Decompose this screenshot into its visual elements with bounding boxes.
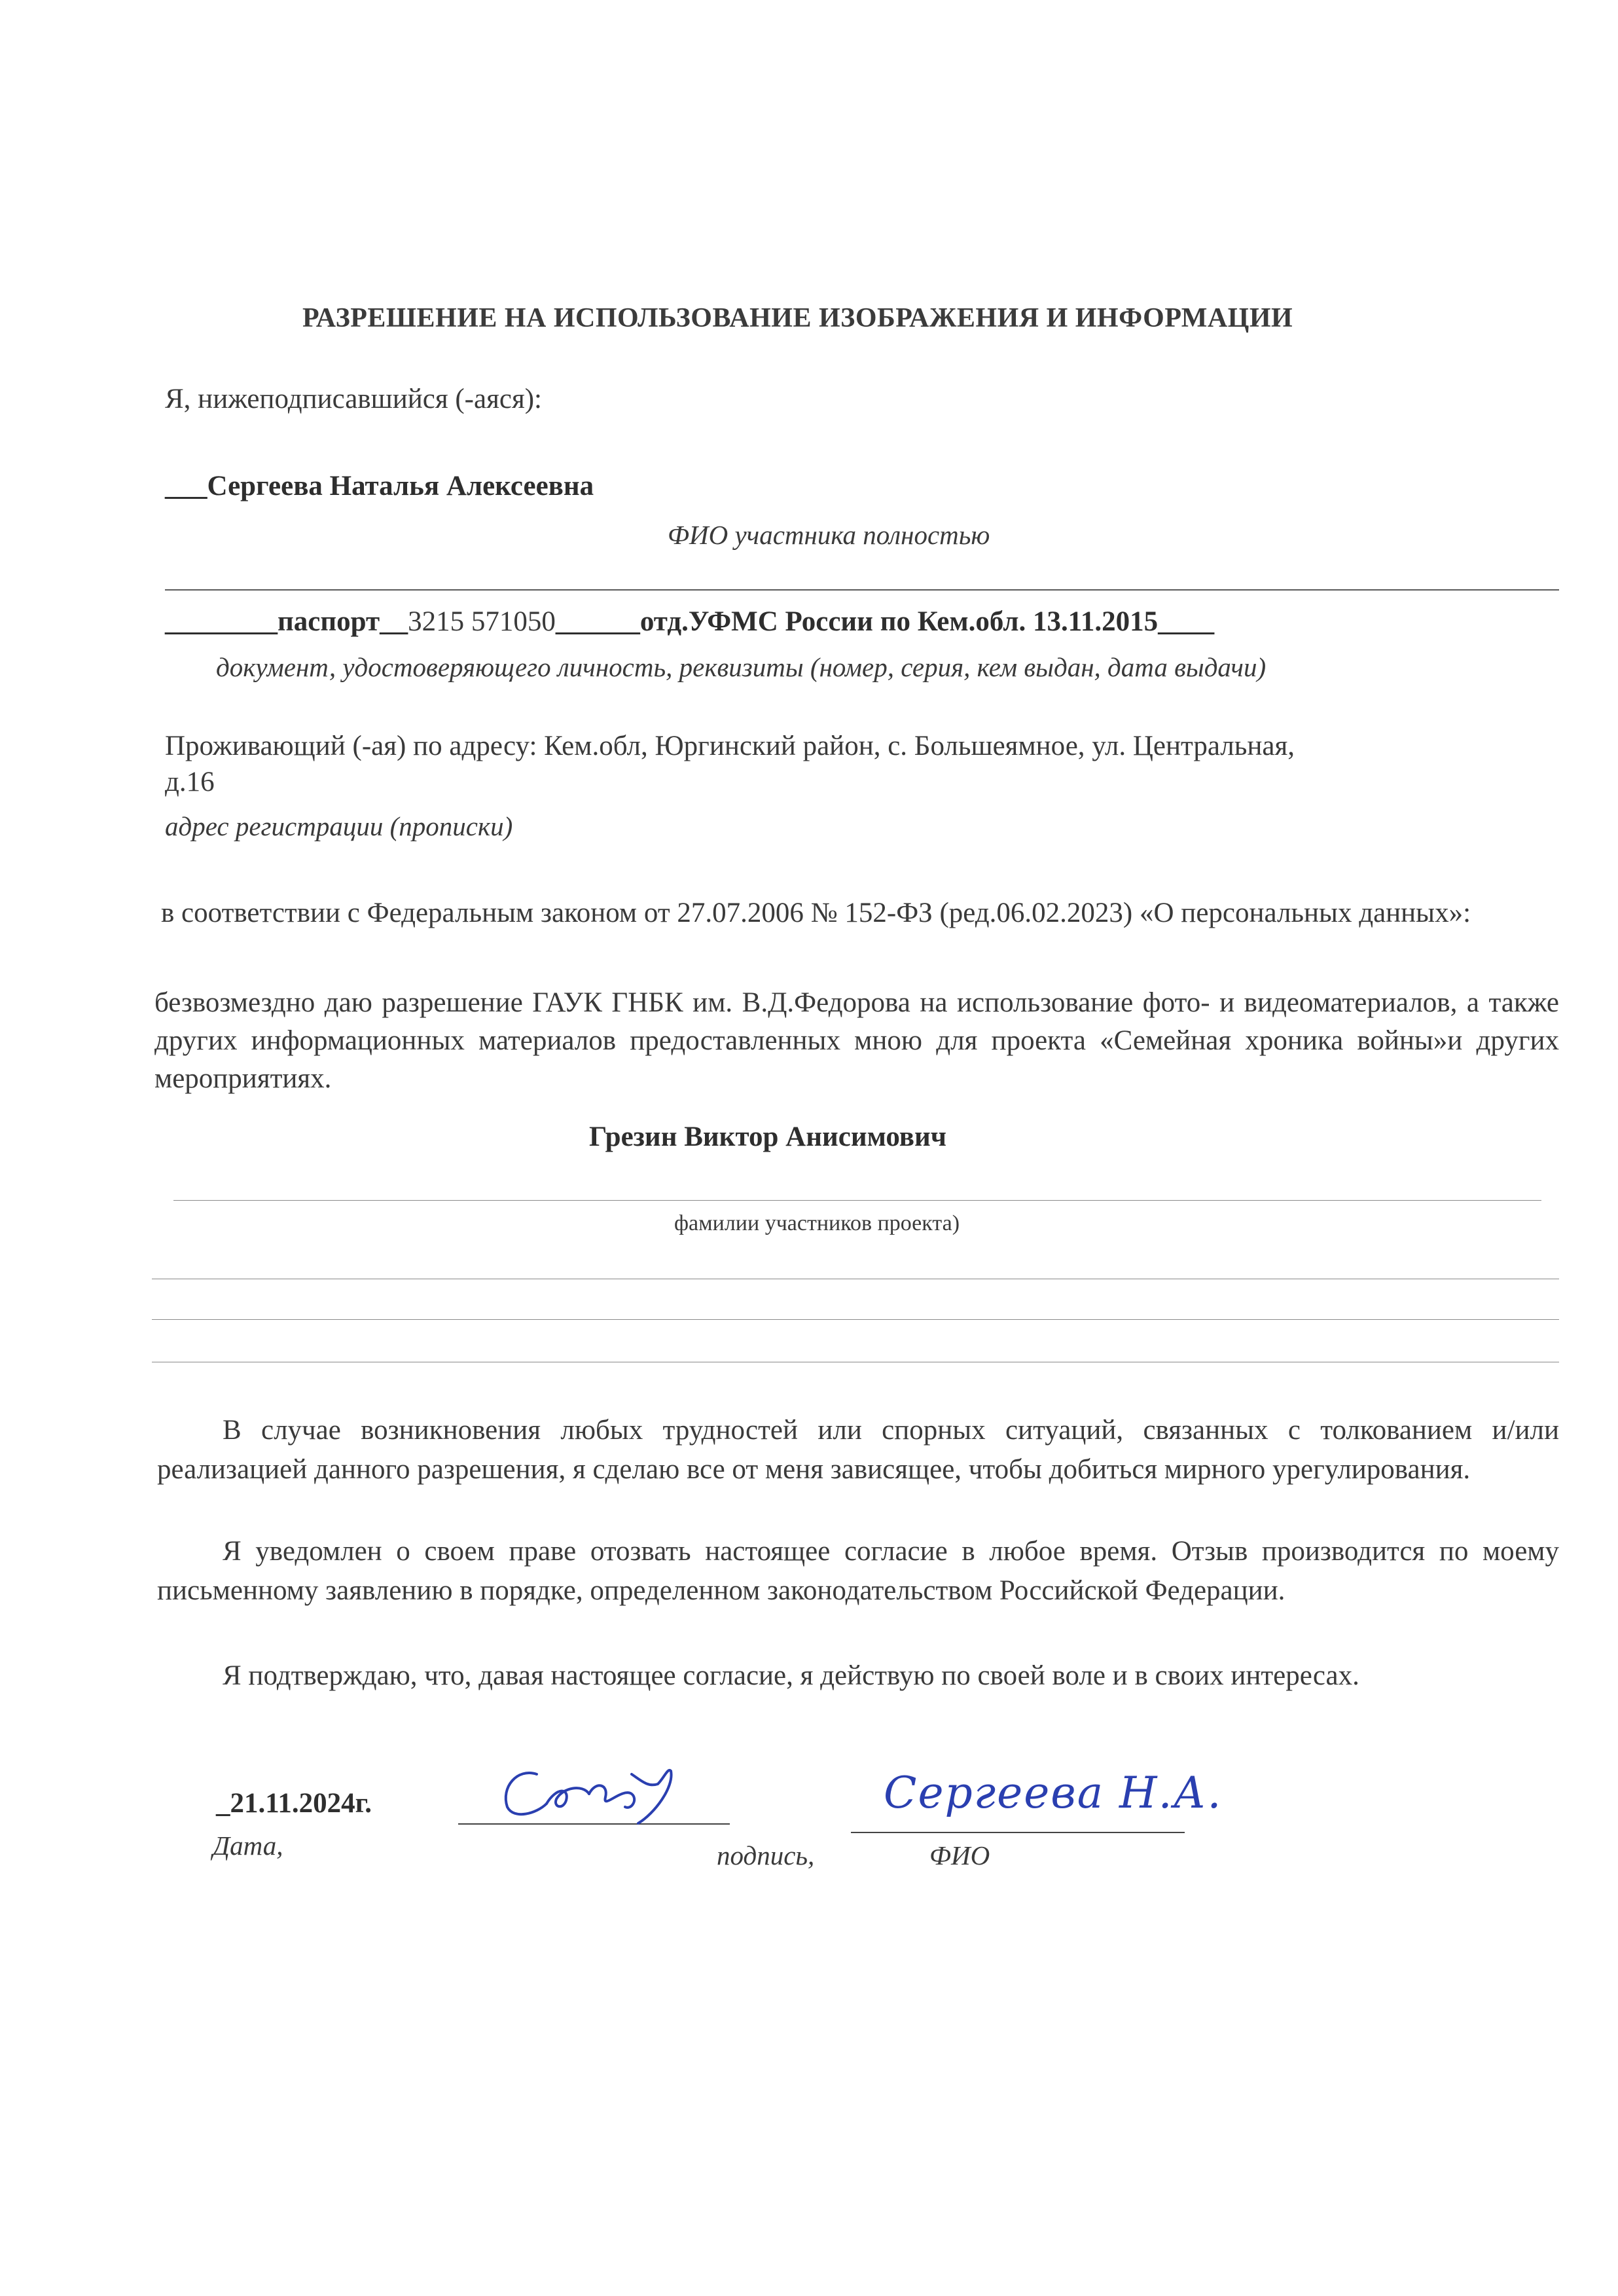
passport-sep: __	[380, 606, 408, 637]
document-caption: документ, удостоверяющего личность, реквизиты (номер, серия, кем выдан, дата выдачи)	[216, 652, 1267, 682]
clause-revocation: Я уведомлен о своем праве отозвать настоящее согласие в любое время. Отзыв производится по моему письменному заявлению в порядке, определенном законодательством Российской Федерации.	[157, 1536, 1559, 1606]
passport-label: паспорт	[278, 606, 380, 637]
clause-dispute: В случае возникновения любых трудностей или спорных ситуаций, связанных с толкованием и/или реализацией данного разрешения, я сделаю все от меня зависящее, чтобы добиться мирного урегулирования.	[157, 1415, 1559, 1485]
intro-text: Я, нижеподписавшийся (-аяся):	[165, 384, 542, 414]
passport-number: 3215 571050	[408, 606, 556, 637]
clause-confirmation: Я подтверждаю, что, давая настоящее согласие, я действую по своей воле и в своих интересах.	[223, 1660, 1359, 1691]
participants-caption: фамилии участников проекта)	[674, 1211, 960, 1235]
address-caption: адрес регистрации (прописки)	[165, 811, 513, 841]
participant-name: Сергеева Наталья Алексеевна	[207, 471, 594, 501]
signature-caption: подпись,	[717, 1840, 815, 1870]
passport-tail: ____	[1158, 606, 1215, 637]
law-text: в соответствии с Федеральным законом от 27.07.2006 № 152-ФЗ (ред.06.02.2023) «О персональных данных»:	[161, 898, 1471, 928]
address-line-2: д.16	[165, 767, 215, 797]
fio-caption: ФИО	[929, 1840, 990, 1870]
participant-line	[173, 1200, 1541, 1201]
passport-line	[165, 606, 1214, 638]
permission-text: безвозмездно даю разрешение ГАУК ГНБК им. В.Д.Федорова на использование фото- и видеоматериалов, а также других информационных материалов предоставленных мною для проекта «Семейная хроника войны»и других мероприятиях.	[154, 987, 1559, 1094]
project-participant: Грезин Виктор Анисимович	[589, 1121, 947, 1152]
passport-lead: ________	[165, 606, 278, 637]
participant-prefix: ___	[165, 471, 207, 501]
handwritten-fio: Сергеева Н.А.	[884, 1768, 1223, 1818]
participant-caption: ФИО участника полностью	[668, 520, 990, 550]
passport-sep2: ______	[555, 606, 640, 637]
participant-name-line	[165, 470, 594, 502]
fio-line	[851, 1832, 1185, 1833]
handwritten-signature	[491, 1748, 687, 1833]
date-value: _21.11.2024г.	[216, 1788, 372, 1819]
separator-line	[165, 589, 1559, 591]
document-title: РАЗРЕШЕНИЕ НА ИСПОЛЬЗОВАНИЕ ИЗОБРАЖЕНИЯ И ИНФОРМАЦИИ	[302, 303, 1293, 333]
date-caption: Дата,	[213, 1831, 283, 1861]
address-line-1: Проживающий (-ая) по адресу: Кем.обл, Юргинский район, с. Большеямное, ул. Центральная,	[165, 731, 1295, 761]
blank-line-2	[152, 1319, 1559, 1320]
passport-issued-by: отд.УФМС России по Кем.обл. 13.11.2015	[639, 606, 1159, 637]
